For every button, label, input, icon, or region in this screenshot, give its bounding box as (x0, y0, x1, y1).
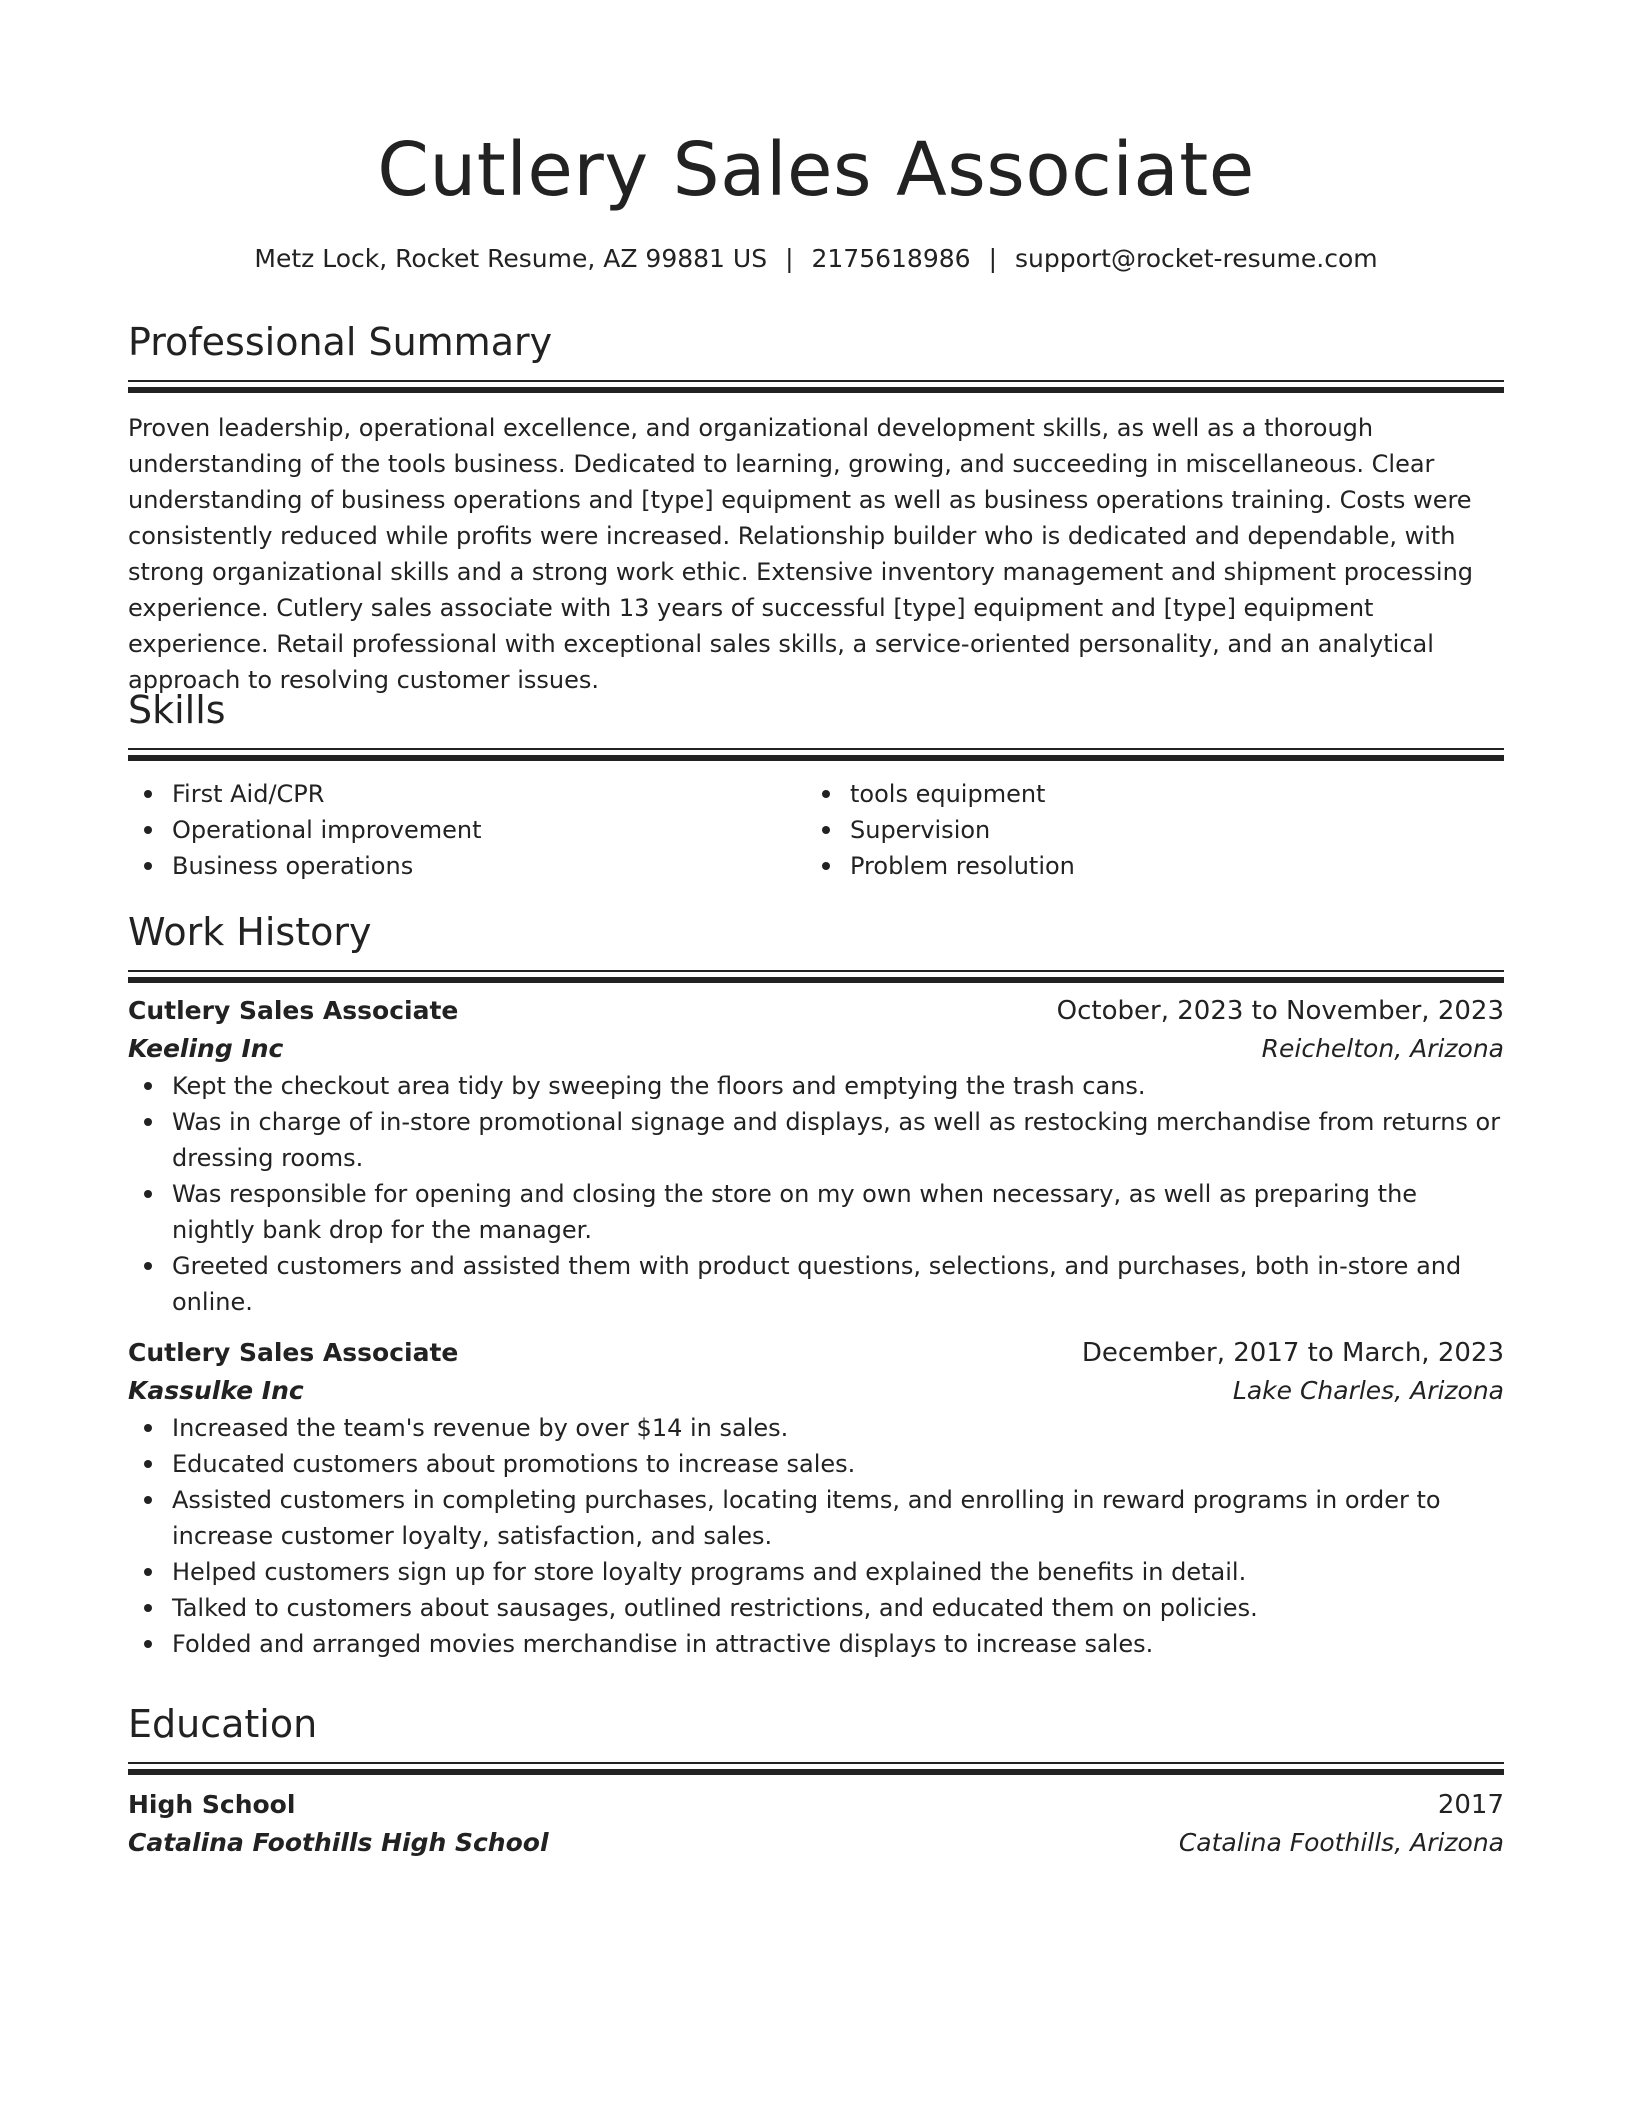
job-bullet: Assisted customers in completing purchases, locating items, and enrolling in reward programs in order to increase customer loyalty, satisfaction, and sales. (172, 1482, 1504, 1554)
job-location: Reichelton, Arizona (1261, 1034, 1504, 1063)
job-company: Keeling Inc (128, 1034, 284, 1063)
skill-item: First Aid/CPR (172, 776, 806, 812)
job-bullets (128, 1068, 1504, 1320)
education-degree: High School (128, 1790, 296, 1819)
work-history-section (128, 908, 1504, 982)
summary-heading: Professional Summary (128, 320, 553, 364)
bullet-icon (144, 1118, 152, 1126)
bullet-icon (144, 862, 152, 870)
job-location: Lake Charles, Arizona (1232, 1376, 1504, 1405)
bullet-icon (822, 790, 830, 798)
education-entry (128, 1786, 1504, 1862)
contact-separator: | (988, 244, 997, 273)
bullet-icon (144, 1190, 152, 1198)
education-section (128, 1700, 1504, 1774)
skills-heading: Skills (128, 688, 226, 732)
bullet-icon (144, 1604, 152, 1612)
education-school: Catalina Foothills High School (128, 1828, 549, 1857)
job-bullet: Was in charge of in-store promotional signage and displays, as well as restocking merchandise from returns or dressing rooms. (172, 1104, 1504, 1176)
contact-line (128, 242, 1504, 276)
bullet-icon (822, 862, 830, 870)
section-divider (128, 1762, 1504, 1774)
job-dates: October, 2023 to November, 2023 (1056, 996, 1504, 1026)
job-dates: December, 2017 to March, 2023 (1081, 1338, 1504, 1368)
bullet-icon (144, 1568, 152, 1576)
job-bullet: Was responsible for opening and closing the store on my own when necessary, as well as preparing the nightly bank drop for the manager. (172, 1176, 1504, 1248)
skill-item: Supervision (850, 812, 1484, 848)
bullet-icon (144, 1496, 152, 1504)
summary-section (128, 318, 1504, 698)
bullet-icon (822, 826, 830, 834)
job-bullet: Greeted customers and assisted them with product questions, selections, and purchases, both in-store and online. (172, 1248, 1504, 1320)
skill-item: tools equipment (850, 776, 1484, 812)
bullet-icon (144, 1460, 152, 1468)
education-heading: Education (128, 1702, 318, 1746)
contact-address: Metz Lock, Rocket Resume, AZ 99881 US (254, 244, 768, 273)
job-title: Cutlery Sales Associate (128, 1338, 459, 1367)
job-bullet: Talked to customers about sausages, outlined restrictions, and educated them on policies. (172, 1590, 1504, 1626)
education-location: Catalina Foothills, Arizona (1178, 1828, 1504, 1857)
job-bullet: Helped customers sign up for store loyalty programs and explained the benefits in detail. (172, 1554, 1504, 1590)
job-bullet: Increased the team's revenue by over $14 in sales. (172, 1410, 1504, 1446)
work-history-heading: Work History (128, 910, 372, 954)
job-bullet: Kept the checkout area tidy by sweeping the floors and emptying the trash cans. (172, 1068, 1504, 1104)
job-company: Kassulke Inc (128, 1376, 304, 1405)
bullet-icon (144, 1424, 152, 1432)
resume-page (128, 0, 1504, 1857)
job-bullets (128, 1410, 1504, 1662)
skills-grid (128, 776, 1504, 884)
bullet-icon (144, 1262, 152, 1270)
bullet-icon (144, 1640, 152, 1648)
job-entry (128, 1334, 1504, 1662)
section-divider (128, 970, 1504, 982)
skills-section (128, 686, 1504, 884)
bullet-icon (144, 1082, 152, 1090)
skills-column-right (806, 776, 1484, 884)
contact-email: support@rocket-resume.com (1015, 244, 1378, 273)
section-divider (128, 748, 1504, 760)
education-year: 2017 (1437, 1790, 1504, 1820)
bullet-icon (144, 790, 152, 798)
job-bullet: Folded and arranged movies merchandise in attractive displays to increase sales. (172, 1626, 1504, 1662)
bullet-icon (144, 826, 152, 834)
section-divider (128, 380, 1504, 392)
skill-item: Business operations (172, 848, 806, 884)
job-bullet: Educated customers about promotions to increase sales. (172, 1446, 1504, 1482)
skill-item: Operational improvement (172, 812, 806, 848)
contact-separator: | (785, 244, 794, 273)
contact-phone: 2175618986 (811, 244, 971, 273)
job-title: Cutlery Sales Associate (128, 996, 459, 1025)
resume-title: Cutlery Sales Associate (377, 127, 1255, 213)
skills-column-left (128, 776, 806, 884)
summary-text: Proven leadership, operational excellence, and organizational development skills, as well as a thorough understanding of the tools business. Dedicated to learning, growing, and succeeding in miscellaneous. Clear understanding of business operations and [type] equipment as well as business operations training. Costs were consistently reduced while profits were increased. Relationship builder who is dedicated and dependable, with strong organizational skills and a strong work ethic. Extensive inventory management and shipment processing experience. Cutlery sales associate with 13 years of successful [type] equipment and [type] equipment experience. Retail professional with exceptional sales skills, a service-oriented personality, and an analytical approach to resolving customer issues. (128, 414, 1474, 694)
job-entry (128, 992, 1504, 1320)
skill-item: Problem resolution (850, 848, 1484, 884)
